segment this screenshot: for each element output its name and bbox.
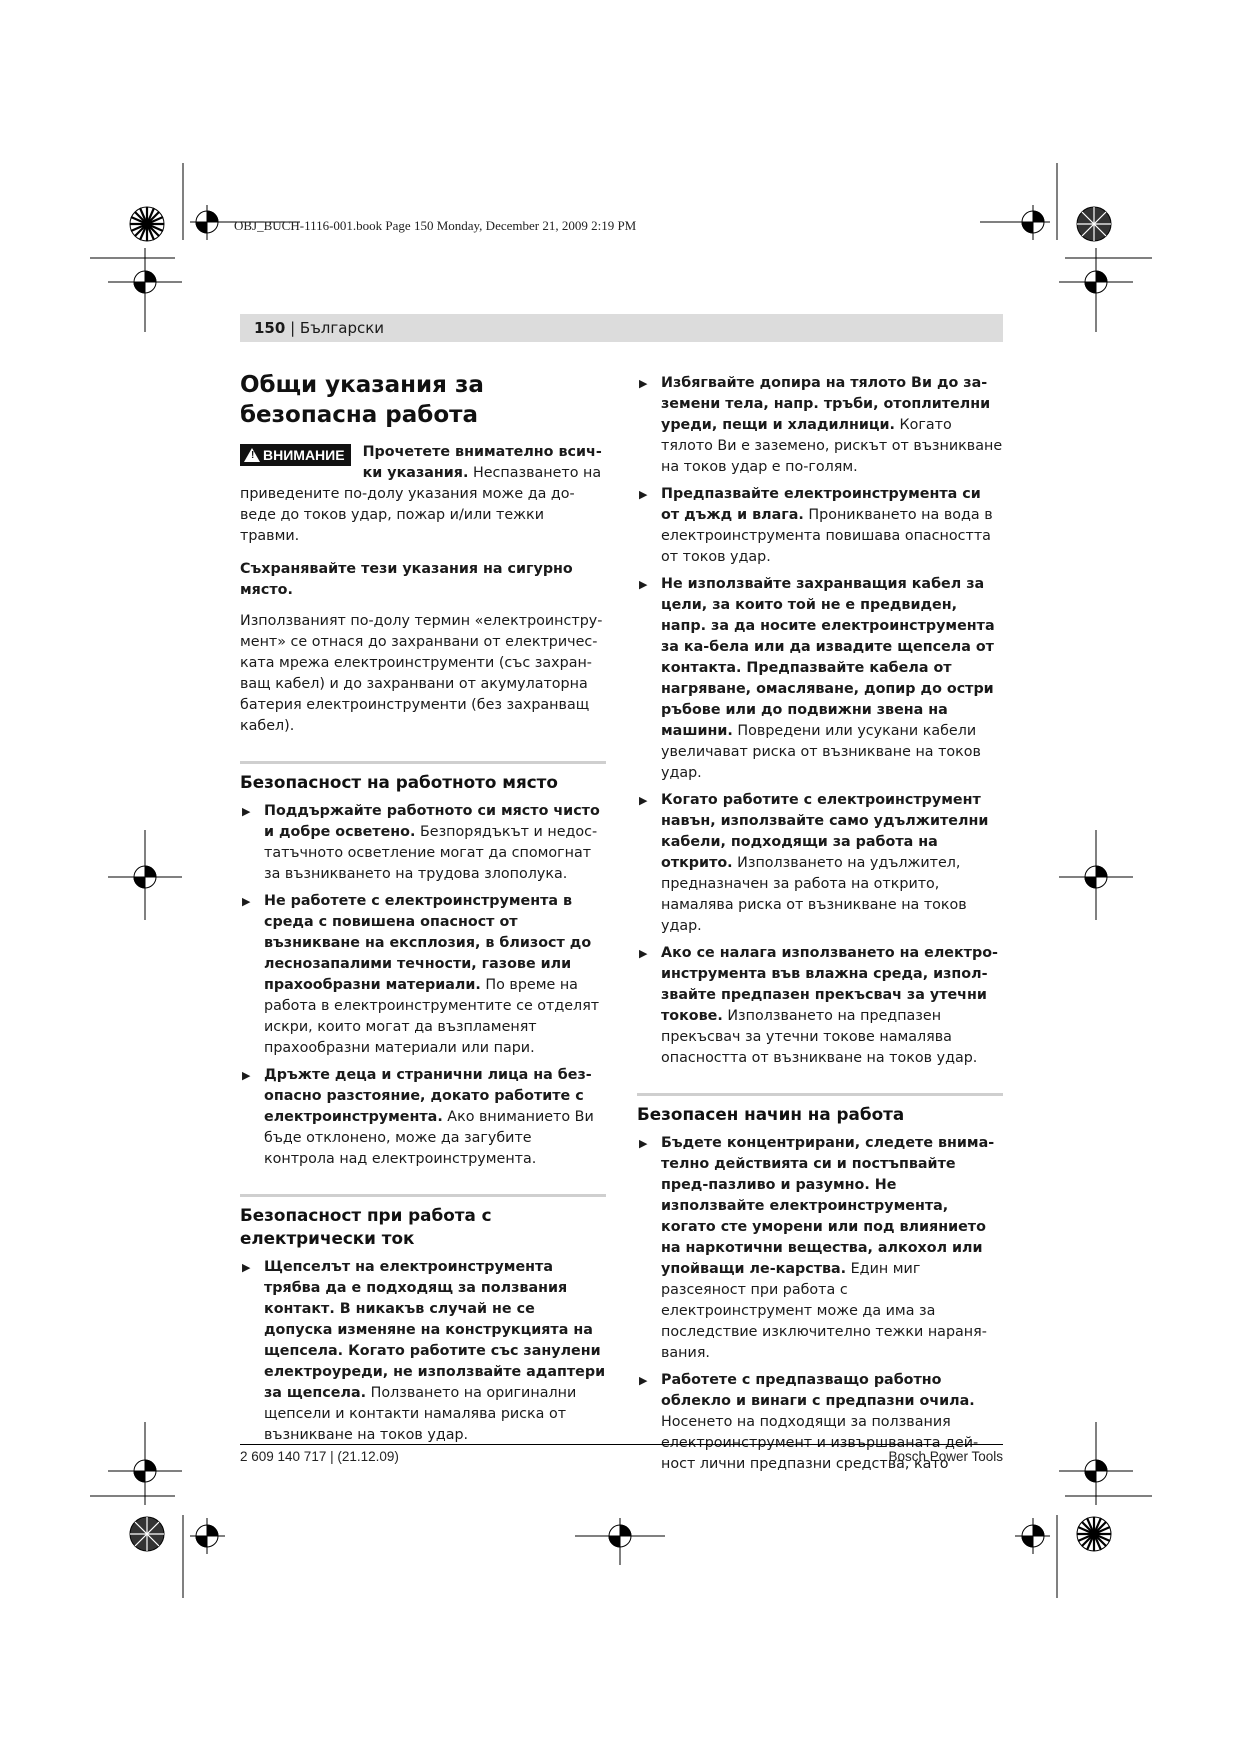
- list-item: [240, 1257, 606, 1446]
- list-item: [637, 943, 1003, 1069]
- header-separator: |: [285, 319, 300, 337]
- section-heading-safe-work: Безопасен начин на работа: [637, 1093, 1003, 1126]
- list-item: [240, 891, 606, 1059]
- bullet-arrow-icon: ▶: [639, 1374, 648, 1387]
- list-item: [637, 484, 1003, 568]
- bullet-arrow-icon: ▶: [639, 377, 648, 390]
- item-bold: Не използвайте захранващия кабел за цели, за които той не е предвиден, напр. за да носите електроинструмента за ка-бела или да извадите щепсела от контакта. Предпазвайте кабела от нагряване, омасляване, допир до остри ръбове или до подвижни звена на машини.: [661, 576, 995, 739]
- list-item: [240, 801, 606, 885]
- section-heading-electrical: Безопасност при работа с електрически ток: [240, 1194, 606, 1250]
- bullet-arrow-icon: ▶: [242, 805, 251, 818]
- item-bold: Бъдете концентрирани, следете внима-телно действията си и постъпвайте пред-пазливо и разумно. Не използвайте електроинструмента, когато сте уморени или под влиянието на наркотични вещества, алкохол или упойващи ле-карства.: [661, 1135, 995, 1277]
- page-number: 150: [254, 319, 286, 337]
- crosshair-icon: [1059, 1454, 1133, 1489]
- item-bold: Не работете с електроинструмента в среда с повишена опасност от възникване на експлозия, в близост до леснозапалими течности, газове или прахообразни материали.: [264, 893, 592, 993]
- star-target-icon: [130, 1517, 164, 1551]
- save-instructions: Съхранявайте тези указания на сигурно място.: [240, 561, 573, 598]
- item-text: Един миг разсеяност при работа с електроинструмент може да има за последствие изключително тежки нараня-вания.: [661, 1261, 987, 1361]
- item-bold: Работете с предпазващо работно облекло и винаги с предпазни очила.: [661, 1372, 975, 1409]
- item-bold: Щепселът на електроинструмента трябва да е подходящ за ползвания контакт. В никакъв случай не се допуска изменяне на конструкцията на щепсела. Когато работите със занулени електроуреди, не използвайте адаптери за щепсела.: [264, 1259, 606, 1401]
- left-column: [240, 370, 606, 1446]
- item-text: Ако вниманието Ви бъде отклонено, може да загубите контрола над електроинструмента.: [264, 1109, 594, 1167]
- item-text: Носенето на подходящи за ползвания електроинструмент и извършваната дей-ност лични предпазни средства, като: [661, 1414, 979, 1472]
- section-heading-workplace: Безопасност на работното място: [240, 761, 606, 794]
- item-bold: Поддържайте работното си място чисто и добре осветено.: [264, 803, 600, 840]
- bullet-arrow-icon: ▶: [242, 895, 251, 908]
- footer-left: 2 609 140 717 | (21.12.09): [240, 1449, 399, 1464]
- item-text: Използването на предпазен прекъсвач за утечни токове намалява опасността от възникване на токов удар.: [661, 1008, 978, 1066]
- bullet-arrow-icon: ▶: [242, 1261, 251, 1274]
- page-header-bar: [240, 314, 1003, 342]
- list-item: [637, 574, 1003, 784]
- crosshair-icon: [108, 265, 182, 300]
- bullet-arrow-icon: ▶: [639, 578, 648, 591]
- crosshair-icon: [108, 860, 182, 895]
- item-text: По време на работа в електроинструментите се отделят искри, които могат да възпламенят прахообразни материали или пари.: [264, 977, 600, 1056]
- crosshair-icon: [108, 1454, 182, 1489]
- bullet-arrow-icon: ▶: [242, 1069, 251, 1082]
- item-bold: Дръжте деца и странични лица на без-опасно разстояние, докато работите с електроинструмента.: [264, 1067, 592, 1125]
- star-target-icon: [130, 207, 164, 241]
- list-item: [637, 1133, 1003, 1364]
- header-language: Български: [299, 319, 385, 337]
- item-text: Ползването на оригинални щепсели и контакти намалява риска от възникване на токов удар.: [264, 1385, 577, 1443]
- warning-text: Неспазването на приведените по-долу указания може да до-веде до токов удар, пожар и/или тежки травми.: [240, 465, 602, 544]
- warning-bold: Прочетете внимателно всич-ки указания.: [362, 444, 602, 481]
- item-text: Когато тялото Ви е заземено, рискът от възникване на токов удар е по-голям.: [661, 417, 1003, 475]
- item-text: Проникването на вода в електроинструмента повишава опасността от токов удар.: [661, 507, 993, 565]
- bullet-arrow-icon: ▶: [639, 1137, 648, 1150]
- item-text: Използването на удължител, предназначен за работа на открито, намалява риска от възникване на токов удар.: [661, 855, 967, 934]
- right-column: [637, 373, 1003, 1475]
- item-bold: Когато работите с електроинструмент навън, използвайте само удължителни кабели, подходящи за работа на открито.: [661, 792, 989, 871]
- warning-badge-label: ВНИМАНИЕ: [263, 447, 345, 463]
- item-text: Безпорядъкът и недос-татъчното осветление могат да спомогнат за възникването на трудова злополука.: [264, 824, 598, 882]
- item-bold: Предпазвайте електроинструмента си от дъжд и влага.: [661, 486, 981, 523]
- page-title: Общи указания за безопасна работа: [240, 372, 484, 428]
- item-bold: Избягвайте допира на тялото Ви до за-земени тела, напр. тръби, отоплителни уреди, пещи и хладилници.: [661, 375, 991, 433]
- crosshair-icon: [575, 1518, 665, 1565]
- bullet-arrow-icon: ▶: [639, 794, 648, 807]
- footer-rule: [240, 1444, 1003, 1445]
- bullet-arrow-icon: ▶: [639, 488, 648, 501]
- bullet-arrow-icon: ▶: [639, 947, 648, 960]
- star-target-icon: [1077, 1517, 1111, 1551]
- crosshair-icon: [1059, 860, 1133, 895]
- crosshair-icon: [190, 1518, 225, 1554]
- warning-triangle-icon: !: [244, 448, 260, 462]
- item-text: Повредени или усукани кабели увеличават риска от възникване на токов удар.: [661, 723, 981, 781]
- intro-text: Използваният по-долу термин «електроинстру-мент» се отнася до захранвани от електричес-ката мрежа електроинструменти (със захран-ващ кабел) и до захранвани от акумулаторна батерия електроинструменти (без захранващ кабел).: [240, 613, 603, 734]
- list-item: [637, 373, 1003, 478]
- crosshair-icon: [1059, 265, 1133, 300]
- item-bold: Ако се налага използването на електро-инструмента във влажна среда, изпол-звайте предпазен прекъсвач за утечни токове.: [661, 945, 998, 1024]
- warning-badge: [240, 444, 351, 466]
- list-item: [637, 790, 1003, 937]
- crosshair-icon: [980, 205, 1050, 240]
- crosshair-icon: [1015, 1518, 1050, 1554]
- list-item: [240, 1065, 606, 1170]
- footer-right: Bosch Power Tools: [888, 1449, 1003, 1464]
- star-target-icon: [1077, 207, 1111, 241]
- print-line: OBJ_BUCH-1116-001.book Page 150 Monday, December 21, 2009 2:19 PM: [234, 218, 637, 233]
- warning-block: [240, 442, 606, 547]
